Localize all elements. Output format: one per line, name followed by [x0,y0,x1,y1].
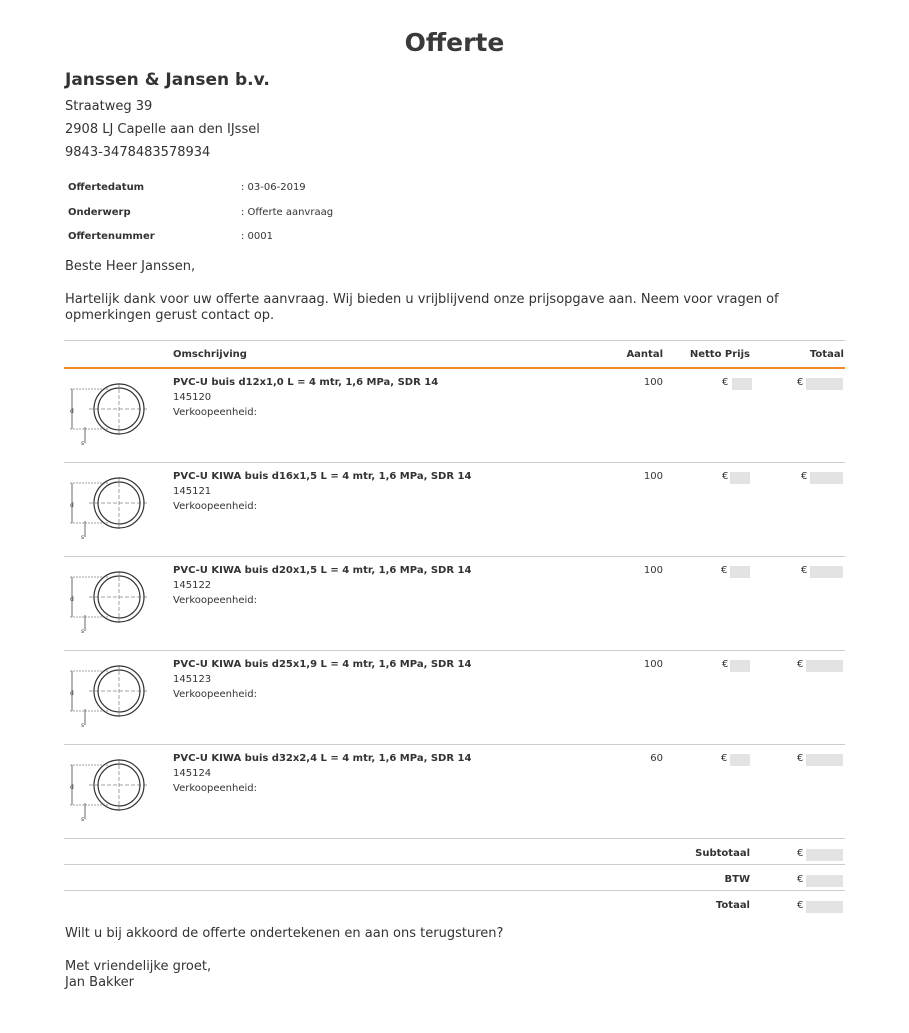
product-unit: Verkoopeenheid: [173,407,257,418]
table-header [64,340,845,369]
vat-currency: € [797,874,804,885]
product-unit: Verkoopeenheid: [173,595,257,606]
table-row [64,369,845,463]
diameter-label: d [70,502,74,509]
table-body [64,369,845,839]
signature-name: Jan Bakker [65,975,134,990]
meta-label: Offertenummer [68,231,155,242]
header-quantity: Aantal [626,349,663,360]
product-unit: Verkoopeenheid: [173,501,257,512]
total-currency: € [797,377,804,388]
vat-row [64,865,845,891]
total-currency: € [797,753,804,764]
company-name: Janssen & Jansen b.v. [65,70,270,90]
total-currency: € [801,471,808,482]
total-redacted [806,378,843,390]
product-title: PVC-U KIWA buis d16x1,5 L = 4 mtr, 1,6 MPa, SDR 14 [173,471,472,482]
product-quantity: 60 [650,753,663,764]
wall-label: s [81,816,85,823]
product-title: PVC-U KIWA buis d25x1,9 L = 4 mtr, 1,6 MPa, SDR 14 [173,659,472,670]
wall-label: s [81,722,85,729]
wall-label: s [81,534,85,541]
table-row [64,463,845,557]
product-title: PVC-U KIWA buis d32x2,4 L = 4 mtr, 1,6 MPa, SDR 14 [173,753,472,764]
product-code: 145122 [173,580,212,591]
meta-label: Offertedatum [68,182,145,193]
header-total: Totaal [809,349,844,360]
product-quantity: 100 [643,377,663,388]
product-code: 145124 [173,768,212,779]
pipe-cross-section-icon [69,759,149,823]
total-redacted [810,566,843,578]
pipe-cross-section-icon [69,383,149,447]
meta-row-subject [68,205,333,230]
total-row [64,891,845,916]
net-price-redacted [730,566,750,578]
product-quantity: 100 [643,659,663,670]
product-quantity: 100 [643,471,663,482]
net-price-redacted [730,472,750,484]
grand-total-currency: € [797,900,804,911]
subtotal-label: Subtotaal [695,848,750,859]
header-net-price: Netto Prijs [689,349,750,360]
greeting-line: Met vriendelijke groet, [65,959,212,974]
company-address-block [65,70,270,164]
meta-row-date [68,180,333,205]
summary-block [64,839,845,916]
net-price-redacted [730,754,750,766]
meta-label: Onderwerp [68,206,131,218]
pipe-cross-section-icon [69,477,149,541]
meta-value: : 0001 [241,231,273,242]
total-redacted [806,660,843,672]
diameter-label: d [70,408,74,415]
subtotal-redacted [806,849,843,861]
product-unit: Verkoopeenheid: [173,689,257,700]
vat-label: BTW [724,874,750,885]
product-code: 145123 [173,674,212,685]
total-redacted [810,472,843,484]
diameter-label: d [70,784,74,791]
product-title: PVC-U buis d12x1,0 L = 4 mtr, 1,6 MPa, SDR 14 [173,377,439,388]
company-phone: 9843-3478483578934 [65,145,211,160]
total-currency: € [801,565,808,576]
total-label: Totaal [715,900,750,911]
document-title: Offerte [404,28,505,57]
company-street: Straatweg 39 [65,99,153,114]
diameter-label: d [70,596,74,603]
quotation-table [64,340,845,916]
salutation: Beste Heer Janssen, [65,259,196,274]
product-quantity: 100 [643,565,663,576]
sign-off [65,959,211,991]
table-row [64,557,845,651]
pipe-cross-section-icon [69,665,149,729]
net-price-redacted [732,378,752,390]
header-description: Omschrijving [173,349,247,360]
closing-paragraph: Wilt u bij akkoord de offerte ondertekenen en aan ons terugsturen? [65,926,504,941]
table-row [64,651,845,745]
total-redacted [806,754,843,766]
net-price-redacted [730,660,750,672]
product-code: 145121 [173,486,212,497]
quotation-meta [68,180,333,254]
company-city: 2908 LJ Capelle aan den IJssel [65,122,260,137]
product-unit: Verkoopeenheid: [173,783,257,794]
net-price-currency: € [722,659,729,670]
pipe-cross-section-icon [69,571,149,635]
total-currency: € [797,659,804,670]
table-row [64,745,845,839]
wall-label: s [81,440,85,447]
net-price-currency: € [722,377,729,388]
net-price-currency: € [721,565,728,576]
net-price-currency: € [722,471,729,482]
subtotal-row [64,839,845,865]
grand-total-redacted [806,901,843,913]
wall-label: s [81,628,85,635]
meta-value: : Offerte aanvraag [241,206,334,218]
intro-paragraph: Hartelijk dank voor uw offerte aanvraag. Wij bieden u vrijblijvend onze prijsopgave aan. Neem voor vragen of opmerkingen gerust contact op. [65,292,779,323]
diameter-label: d [70,690,74,697]
meta-row-number [68,229,333,254]
subtotal-currency: € [797,848,804,859]
meta-value: : 03-06-2019 [241,182,306,193]
product-title: PVC-U KIWA buis d20x1,5 L = 4 mtr, 1,6 MPa, SDR 14 [173,565,472,576]
vat-redacted [806,875,843,887]
net-price-currency: € [721,753,728,764]
product-code: 145120 [173,392,212,403]
